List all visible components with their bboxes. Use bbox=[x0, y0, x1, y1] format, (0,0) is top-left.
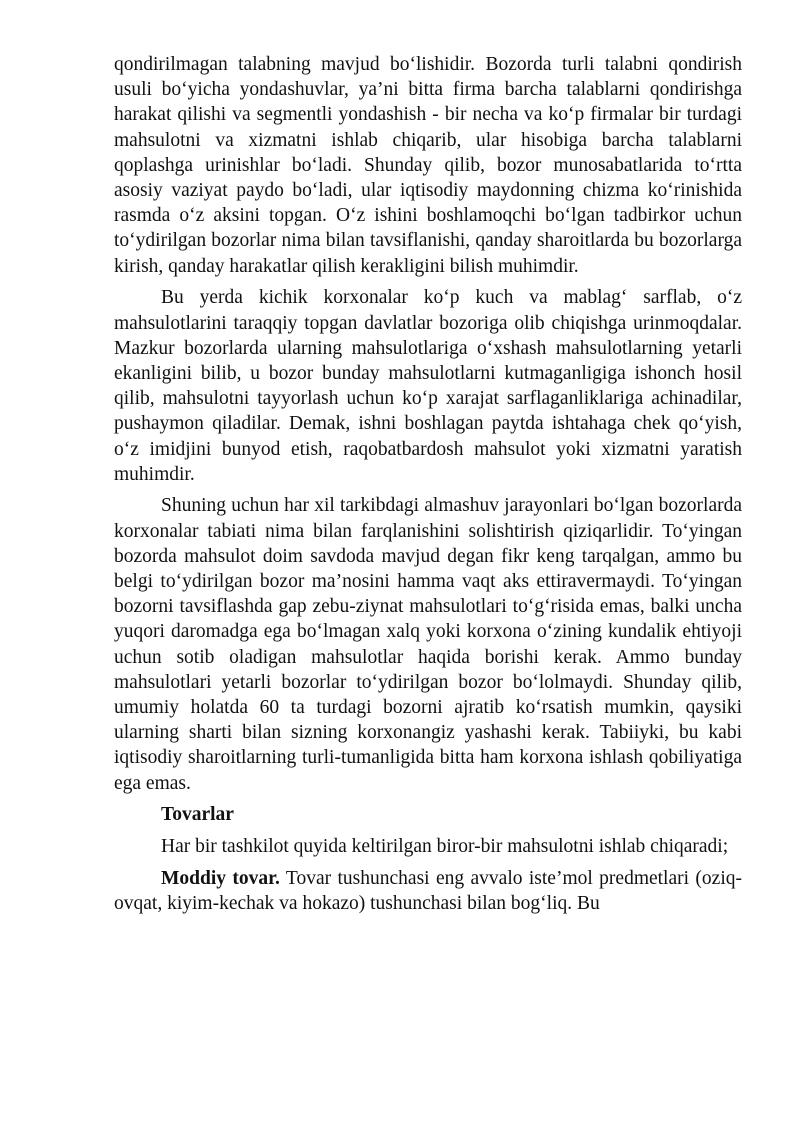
paragraph-4: Har bir tashkilot quyida keltirilgan biror-bir mahsulotni ishlab chiqaradi; bbox=[161, 836, 729, 858]
paragraph-1: qondirilmagan talabning mavjud bo‘lishidir. Bozorda turli talabni qondirish usuli bo‘yicha yondashuvlar, ya’ni bitta firma barcha talablarni qondirishga harakat qilishi va segmentli yondashish - bir necha va ko‘p firmalar bir turdagi mahsulotni va xizmatni ishlab chiqarib, ular hisobiga barcha talablarni qoplashga urinishlar bo‘ladi. Shunday qilib, bozor munosabatlarida to‘rtta asosiy vaziyat paydo bo‘ladi, ular iqtisodiy maydonning chizma ko‘rinishida rasmda o‘z aksini topgan. O‘z ishini boshlamoqchi bo‘lgan tadbirkor uchun to‘ydirilgan bozorlar nima bilan tavsiflanishi, qanday sharoitlarda bu bozorlarga kirish, qanday harakatlar qilish kerakligini bilish muhimdir. bbox=[114, 54, 742, 277]
bold-lead-term: Moddiy tovar. bbox=[161, 867, 280, 889]
document-page bbox=[114, 52, 742, 923]
paragraph-3: Shuning uchun har xil tarkibdagi almashuv jarayonlari bo‘lgan bozorlarda korxonalar tabiati nima bilan farqlanishini solishtirish qiziqarlidir. To‘yingan bozorda mahsulot doim savdoda mavjud degan fikr keng tarqalgan, ammo bu belgi to‘ydirilgan bozor ma’nosini hamma vaqt aks ettiravermaydi. To‘yingan bozorni tavsiflashda gap zebu-ziynat mahsulotlari to‘g‘risida emas, balki uncha yuqori daromadga ega bo‘lmagan xalq yoki korxona o‘zining kundalik ehtiyoji uchun sotib oladigan mahsulotlar haqida borishi kerak. Ammo bunday mahsulotlari yetarli bozorlar to‘ydirilgan bozor bo‘lolmaydi. Shunday qilib, umumiy holatda 60 ta turdagi bozorni ajratib ko‘rsatish mumkin, qaysiki ularning sharti bilan sizning korxonangiz yashashi kerak. Tabiiyki, bu kabi iqtisodiy sharoitlarning turli-tumanligida bitta ham korxona ishlash qobiliyatiga ega emas. bbox=[114, 495, 742, 794]
paragraph-5 bbox=[114, 866, 742, 916]
section-heading: Tovarlar bbox=[161, 804, 234, 826]
paragraph-2: Bu yerda kichik korxonalar ko‘p kuch va mablag‘ sarflab, o‘z mahsulotlarini taraqqiy topgan davlatlar bozoriga olib chiqishga urinmoqdalar. Mazkur bozorlarda ularning mahsulotlariga o‘xshash mahsulotlarning yetarli ekanligini bilib, u bozor bunday mahsulotlarni kutmaganligiga ishonch hosil qilib, mahsulotni tayyorlash uchun ko‘p xarajat sarflaganliklariga achinadilar, pushaymon qiladilar. Demak, ishni boshlagan paytda ishtahaga chek qo‘yish, o‘z imidjini bunyod etish, raqobatbardosh mahsulot yoki xizmatni yaratish muhimdir. bbox=[114, 287, 742, 485]
paragraph-5-text: Tovar tushunchasi eng avvalo iste’mol predmetlari (oziq-ovqat, kiyim-kechak va hokazo) tushunchasi bilan bog‘liq. Bu bbox=[114, 867, 742, 914]
